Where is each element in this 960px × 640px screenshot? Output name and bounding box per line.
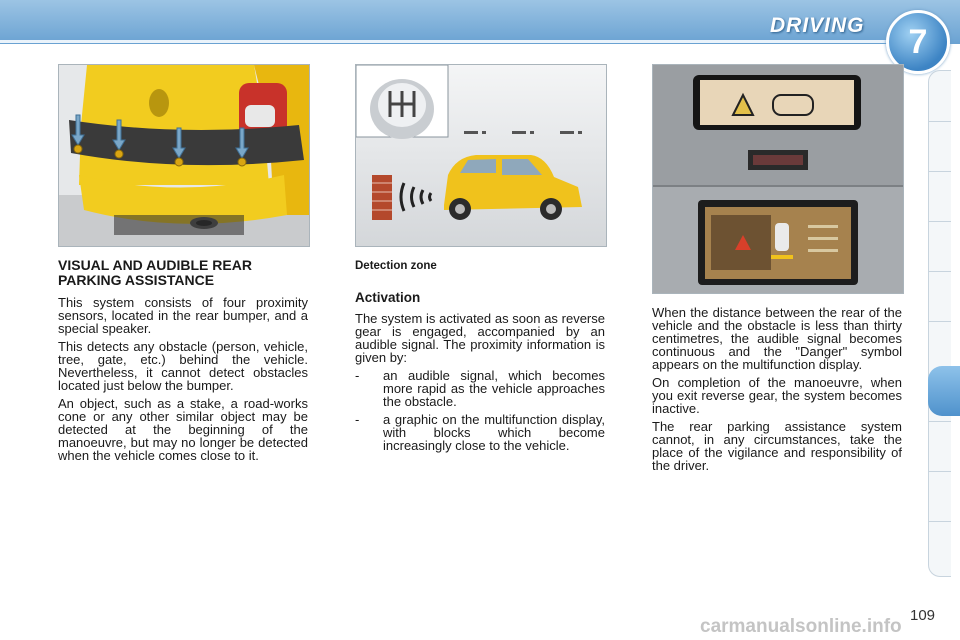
bullet-item [355, 369, 605, 408]
page-number: 109 [910, 607, 936, 624]
tab-divider [929, 271, 951, 272]
caption-spacer [355, 273, 605, 291]
chapter-tab-strip [928, 70, 951, 577]
bullet-text: a graphic on the multifunction display, with blocks which become increasingly close to the vehicle. [383, 412, 605, 453]
multifunction-display-photo [652, 64, 904, 294]
detection-zone-diagram [355, 64, 607, 247]
column-visual-audible-assistance [58, 258, 308, 467]
tab-divider [929, 321, 951, 322]
paragraph: This system consists of four proximity sensors, located in the rear bumper, and a special speaker. [58, 295, 308, 336]
tab-divider [929, 121, 951, 122]
tab-divider [929, 521, 951, 522]
bullet-text: an audible signal, which becomes more rapid as the vehicle approaches the obstacle. [383, 368, 605, 409]
tab-divider [929, 221, 951, 222]
paragraph: On completion of the manoeuvre, when you exit reverse gear, the system becomes inactive. [652, 375, 902, 416]
subsection-title: Activation [355, 290, 421, 305]
tab-divider [929, 471, 951, 472]
paragraph: When the distance between the rear of the vehicle and the obstacle is less than thirty centimetres, the audible signal becomes continuous and the "Danger" symbol appears on the multifunction display. [652, 305, 902, 372]
header-divider [0, 40, 900, 43]
tab-divider [929, 171, 951, 172]
tab-divider [929, 421, 951, 422]
column-danger-info [652, 306, 902, 477]
bullet-dash: - [355, 412, 360, 427]
bumper-sensors-photo [58, 64, 310, 247]
paragraph: The system is activated as soon as reverse gear is engaged, accompanied by an audible signal. The proximity information is given by: [355, 311, 605, 365]
paragraph: An object, such as a stake, a road-works cone or any other similar object may be detected at the beginning of the manoeuvre, but may no longer be detected when the vehicle comes close to it. [58, 396, 308, 463]
paragraph: The rear parking assistance system cannot, in any circumstances, take the place of the vigilance and responsibility of the driver. [652, 419, 902, 473]
watermark: carmanualsonline.info [700, 616, 902, 637]
section-title: VISUAL AND AUDIBLE REAR PARKING ASSISTANCE [58, 257, 252, 288]
figure-caption: Detection zone [355, 260, 437, 272]
chapter-tab-active[interactable] [928, 366, 960, 416]
column-activation [355, 260, 605, 457]
bullet-dash: - [355, 368, 360, 383]
paragraph: This detects any obstacle (person, vehicle, tree, gate, etc.) behind the vehicle. Nevertheless, it cannot detect obstacles located just below the bumper. [58, 339, 308, 393]
chapter-number-badge: 7 [886, 10, 950, 74]
bullet-item [355, 413, 605, 452]
chapter-title: DRIVING [770, 14, 865, 37]
